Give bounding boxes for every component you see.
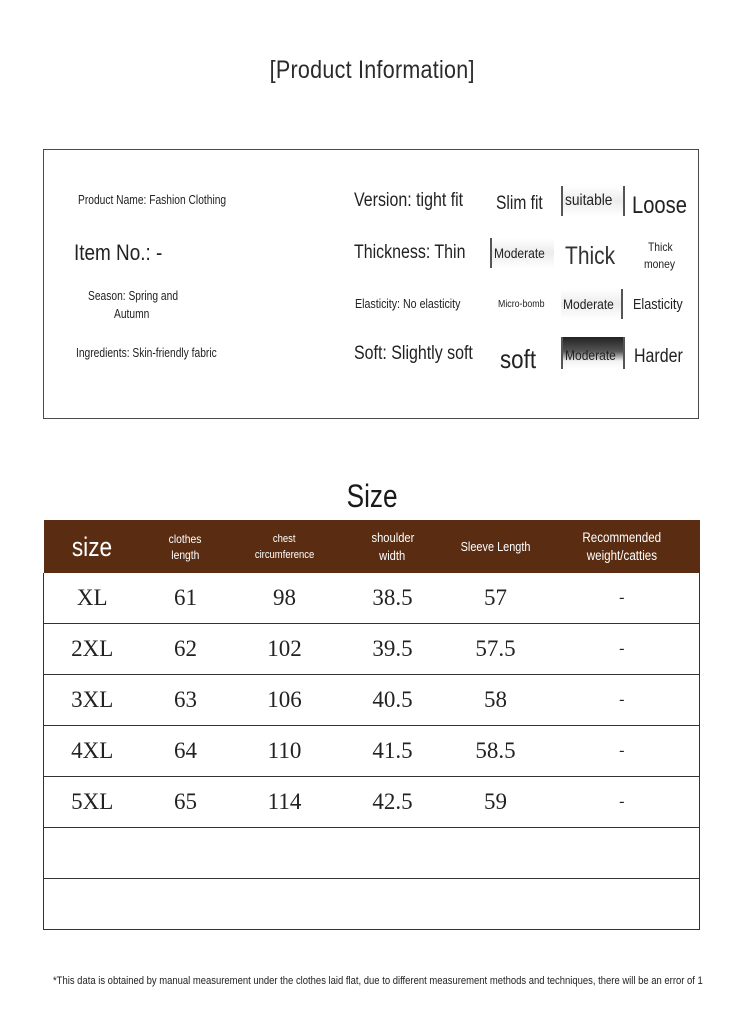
cell-shoulder: 40.5 xyxy=(339,675,447,726)
page-title: [Product Information] xyxy=(269,56,475,84)
header-shoulder-width: shoulder width xyxy=(339,520,447,573)
cell-sleeve: 57.5 xyxy=(447,624,545,675)
cell-clothes-length: 64 xyxy=(141,726,231,777)
cell-weight: - xyxy=(545,675,700,726)
table-row xyxy=(44,573,700,624)
cell-weight: - xyxy=(545,573,700,624)
table-row xyxy=(44,675,700,726)
elasticity-label: Elasticity: No elasticity xyxy=(355,296,461,311)
ingredients: Ingredients: Skin-friendly fabric xyxy=(76,346,217,360)
cell-chest: 110 xyxy=(231,726,339,777)
cell-chest: 98 xyxy=(231,573,339,624)
cell-weight: - xyxy=(545,726,700,777)
version-option-slim-fit: Slim fit xyxy=(496,193,543,214)
size-heading: Size xyxy=(346,478,398,514)
season-line-2: Autumn xyxy=(114,307,150,321)
thickness-option-thick-money: Thick money xyxy=(644,240,675,271)
empty-table-row xyxy=(44,828,700,879)
cell-shoulder: 38.5 xyxy=(339,573,447,624)
cell-shoulder: 39.5 xyxy=(339,624,447,675)
cell-sleeve: 57 xyxy=(447,573,545,624)
size-table xyxy=(43,520,700,930)
cell-clothes-length: 61 xyxy=(141,573,231,624)
version-option-loose: Loose xyxy=(632,192,687,219)
header-sleeve-length: Sleeve Length xyxy=(447,520,545,573)
soft-label: Soft: Slightly soft xyxy=(354,343,473,364)
header-recommended-weight: Recommended weight/catties xyxy=(545,520,700,573)
thickness-label: Thickness: Thin xyxy=(354,242,466,263)
soft-option-harder: Harder xyxy=(634,346,683,367)
cell-size: 2XL xyxy=(44,624,141,675)
soft-option-moderate: Moderate xyxy=(561,337,625,369)
cell-chest: 114 xyxy=(231,777,339,828)
cell-clothes-length: 65 xyxy=(141,777,231,828)
elasticity-option-micro-bomb: Micro-bomb xyxy=(498,298,545,310)
cell-sleeve: 58 xyxy=(447,675,545,726)
elasticity-option-elasticity: Elasticity xyxy=(633,296,683,313)
cell-chest: 102 xyxy=(231,624,339,675)
header-size: size xyxy=(44,520,141,573)
table-row xyxy=(44,777,700,828)
cell-size: 3XL xyxy=(44,675,141,726)
size-table-header xyxy=(44,520,700,573)
header-chest-circumference: chest circumference xyxy=(231,520,339,573)
soft-option-soft: soft xyxy=(500,344,537,374)
product-info-box xyxy=(43,149,699,419)
header-clothes-length: clothes length xyxy=(141,520,231,573)
cell-size: 5XL xyxy=(44,777,141,828)
cell-size: 4XL xyxy=(44,726,141,777)
version-option-suitable: suitable xyxy=(561,186,625,216)
cell-clothes-length: 63 xyxy=(141,675,231,726)
cell-weight: - xyxy=(545,624,700,675)
cell-clothes-length: 62 xyxy=(141,624,231,675)
cell-sleeve: 59 xyxy=(447,777,545,828)
thickness-option-thick: Thick xyxy=(565,242,616,270)
cell-weight: - xyxy=(545,777,700,828)
cell-sleeve: 58.5 xyxy=(447,726,545,777)
cell-chest: 106 xyxy=(231,675,339,726)
season-line-1: Season: Spring and xyxy=(88,289,179,303)
table-row xyxy=(44,726,700,777)
cell-shoulder: 42.5 xyxy=(339,777,447,828)
thickness-option-moderate: Moderate xyxy=(490,238,554,268)
empty-table-row xyxy=(44,879,700,930)
version-label: Version: tight fit xyxy=(354,190,464,211)
measurement-footnote: *This data is obtained by manual measurement under the clothes laid flat, due to different measurement methods and techniques, there will be an error of 1 xyxy=(53,975,703,987)
product-name: Product Name: Fashion Clothing xyxy=(78,193,227,207)
cell-size: XL xyxy=(44,573,141,624)
table-row xyxy=(44,624,700,675)
cell-shoulder: 41.5 xyxy=(339,726,447,777)
elasticity-option-moderate: Moderate xyxy=(561,289,623,319)
item-number: Item No.: - xyxy=(74,240,163,265)
